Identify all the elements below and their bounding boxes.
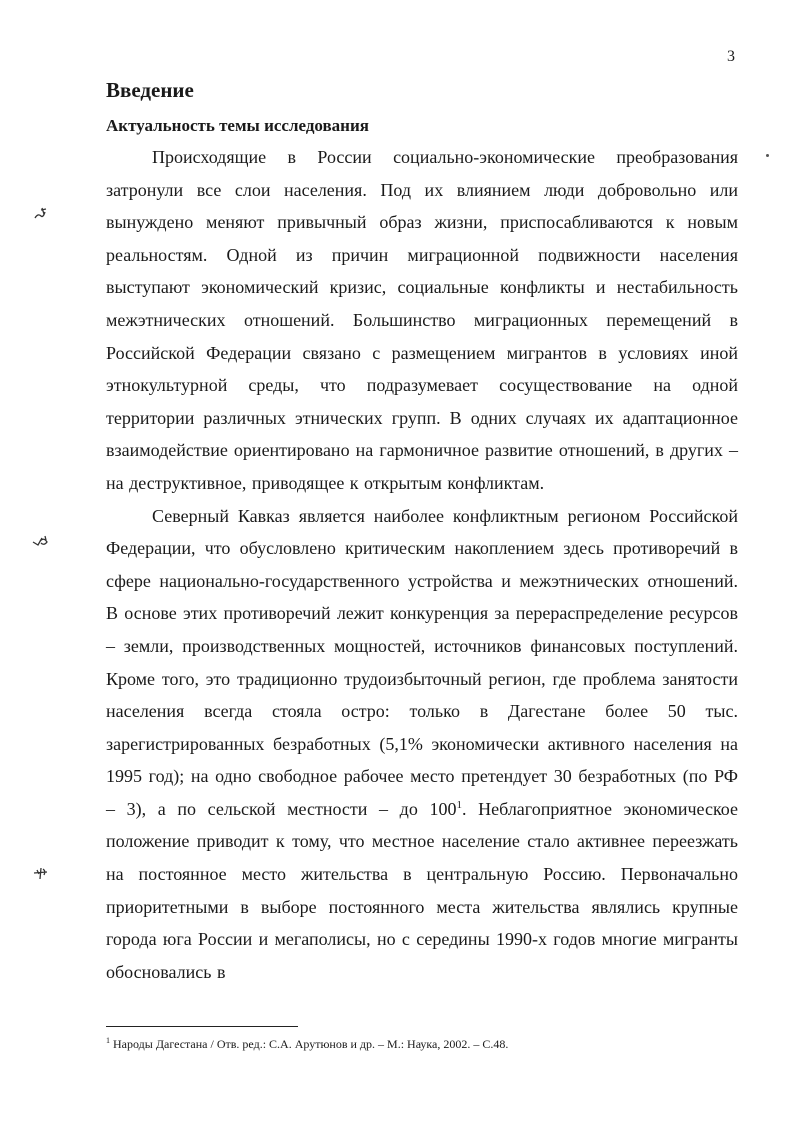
margin-pencil-mark-icon: [32, 864, 50, 882]
paragraph-2: [106, 500, 738, 989]
paragraph-1: Происходящие в России социально-экономические преобразования затронули все слои населения. Под их влиянием люди добровольно или вынуждено меняют привычный образ жизни, приспосабливаются к новым реальностям. Одной из причин миграционной подвижности населения выступают экономический кризис, социальные конфликты и нестабильность межэтнических отношений. Большинство миграционных перемещений в Российской Федерации связано с размещением мигрантов в условиях иной этнокультурной среды, что подразумевает сосуществование на одной территории различных этнических групп. В одних случаях их адаптационное взаимодействие ориентировано на гармоничное развитие отношений, в других – на деструктивное, приводящее к открытым конфликтам.: [106, 147, 738, 493]
scan-speck: [766, 154, 769, 157]
subsection-title: Актуальность темы исследования: [106, 116, 369, 135]
main-text: [106, 76, 738, 988]
footnote-reference[interactable]: 1: [456, 798, 462, 811]
section-title: Введение: [106, 78, 194, 102]
margin-pencil-mark-icon: [32, 532, 50, 550]
footnote: [106, 1036, 746, 1052]
page-number: 3: [727, 48, 735, 65]
margin-pencil-mark-icon: [32, 204, 50, 222]
footnote-divider: [106, 1026, 298, 1027]
footnote-text: Народы Дагестана / Отв. ред.: С.А. Арутюнов и др. – М.: Наука, 2002. – С.48.: [110, 1037, 509, 1051]
paragraph-2-text-a: Северный Кавказ является наиболее конфликтным регионом Российской Федерации, что обусловлено критическим накоплением здесь противоречий в сфере национально-государственного устройства и межэтнических отношений. В основе этих противоречий лежит конкуренция за перераспределение ресурсов – земли, производственных мощностей, источников финансовых поступлений. Кроме того, это традиционно трудоизбыточный регион, где проблема занятости населения всегда стояла остро: только в Дагестане более 50 тыс. зарегистрированных безработных (5,1% экономически активного населения на 1995 год); на одно свободное рабочее место претендует 30 безработных (по РФ – 3), а по сельской местности – до 100: [106, 505, 738, 819]
footnote-number: 1: [106, 1036, 110, 1045]
paragraph-2-text-b: . Неблагоприятное экономическое положение приводит к тому, что местное население стало активнее переезжать на постоянное место жительства в центральную Россию. Первоначально приоритетными в выборе постоянного места жительства являлись крупные города юга России и мегаполисы, но с середины 1990-х годов многие мигранты обосновались в: [106, 798, 739, 982]
